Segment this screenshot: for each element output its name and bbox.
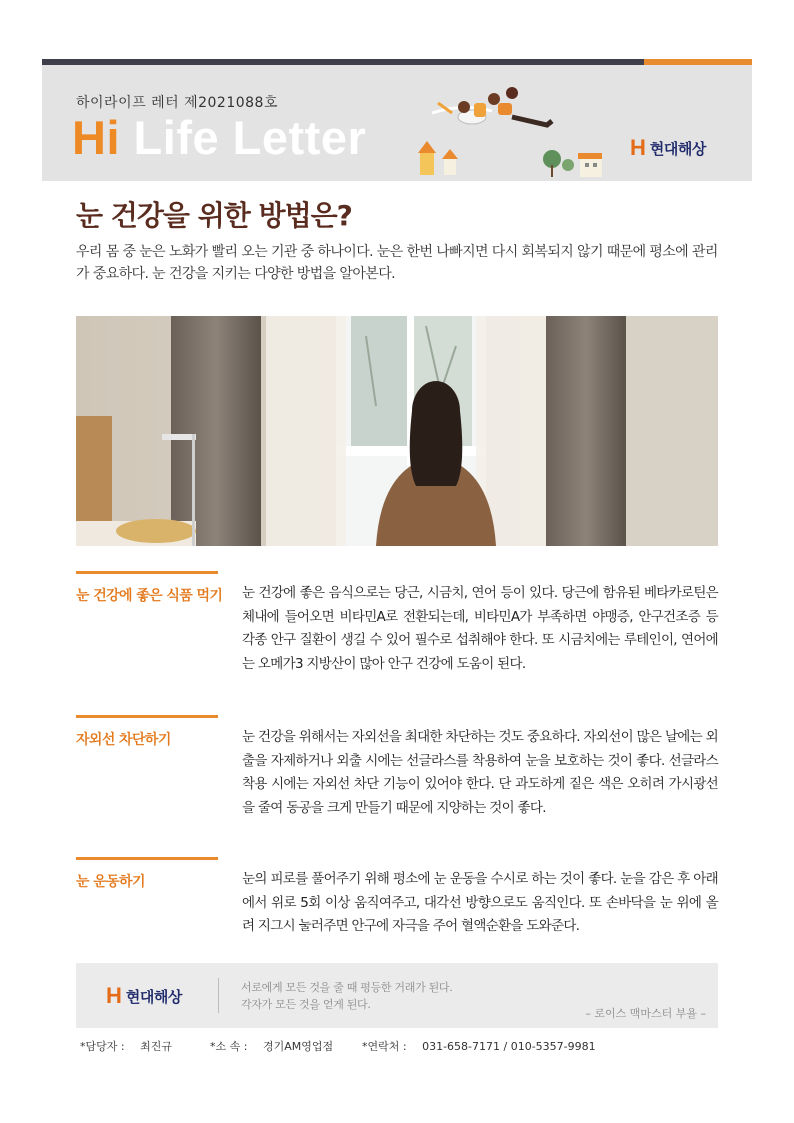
contact-phone: [362, 1038, 596, 1054]
contact-manager-value: 최진규: [140, 1040, 172, 1053]
section-body: 눈 건강을 위해서는 자외선을 최대한 차단하는 것도 중요하다. 자외선이 많은 날에는 외출을 자제하거나 외출 시에는 선글라스를 착용하여 눈을 보호하는 것이 좋다. 선글라스 착용 시에는 자외선 차단 기능이 있어야 한다. 단 과도하게 짙은 색은 오히려 가시광선을 줄여 동공을 크게 만들기 때문에 지양하는 것이 좋다.: [242, 729, 718, 816]
section-title: 자외선 차단하기: [76, 732, 171, 748]
issue-number: 하이라이프 레터 제2021088호: [76, 95, 278, 111]
newsletter-header: [42, 65, 752, 181]
flying-family-illustration: [402, 73, 602, 181]
masthead-rest: Life Letter: [120, 111, 367, 164]
section-title: 눈 건강에 좋은 식품 먹기: [76, 588, 223, 604]
contact-manager-label: *담당자 :: [80, 1040, 125, 1053]
section-divider: [76, 571, 218, 574]
quote-line-2: 각자가 모든 것을 얻게 된다.: [241, 998, 371, 1011]
quote-divider: [218, 978, 219, 1013]
brand-name: 현대해상: [649, 139, 706, 158]
section-divider: [76, 857, 218, 860]
quote-author: – 로이스 맥마스터 부욜 –: [585, 1007, 706, 1020]
contact-dept: [210, 1038, 333, 1054]
brand-logo: [106, 983, 182, 1009]
quote-text: [241, 979, 452, 1013]
brand-name: 현대해상: [125, 987, 182, 1006]
section-title: 눈 운동하기: [76, 874, 145, 890]
quote-line-1: 서로에게 모든 것을 줄 때 평등한 거래가 된다.: [241, 981, 453, 994]
masthead-hi: Hi: [72, 111, 120, 164]
section-body: 눈의 피로를 풀어주기 위해 평소에 눈 운동을 수시로 하는 것이 좋다. 눈을 감은 후 아래에서 위로 5회 이상 움직여주고, 대각선 방향으로도 움직인다. 또 손바닥을 눈 위에 올려 지그시 눌러주면 안구에 자극을 주어 혈액순환을 도와준다.: [242, 871, 718, 934]
contact-manager: [80, 1038, 172, 1054]
brand-h-icon: H: [106, 983, 122, 1008]
woman-at-window-photo: [76, 316, 718, 546]
contact-dept-value: 경기AM영업점: [262, 1040, 334, 1053]
contact-phone-value: 031-658-7171 / 010-5357-9981: [422, 1040, 596, 1053]
contact-dept-label: *소 속 :: [210, 1040, 248, 1053]
quote-box: [76, 963, 718, 1028]
article-intro: 우리 몸 중 눈은 노화가 빨리 오는 기관 중 하나이다. 눈은 한번 나빠지면 다시 회복되지 않기 때문에 평소에 관리가 중요하다. 눈 건강을 지키는 다양한 방법을 알아본다.: [76, 244, 718, 282]
brand-logo: [630, 135, 706, 161]
section-divider: [76, 715, 218, 718]
article-title: 눈 건강을 위한 방법은?: [76, 199, 352, 232]
brand-h-icon: H: [630, 135, 646, 160]
masthead: [72, 110, 366, 165]
contact-phone-label: *연락처 :: [362, 1040, 407, 1053]
section-body: 눈 건강에 좋은 음식으로는 당근, 시금치, 연어 등이 있다. 당근에 함유된 베타카로틴은 체내에 들어오면 비타민A로 전환되는데, 비타민A가 부족하면 야맹증, 안구건조증 등 각종 안구 질환이 생길 수 있어 필수로 섭취해야 한다. 또 시금치에는 루테인이, 연어에는 오메가3 지방산이 많아 안구 건강에 도움이 된다.: [242, 585, 718, 672]
